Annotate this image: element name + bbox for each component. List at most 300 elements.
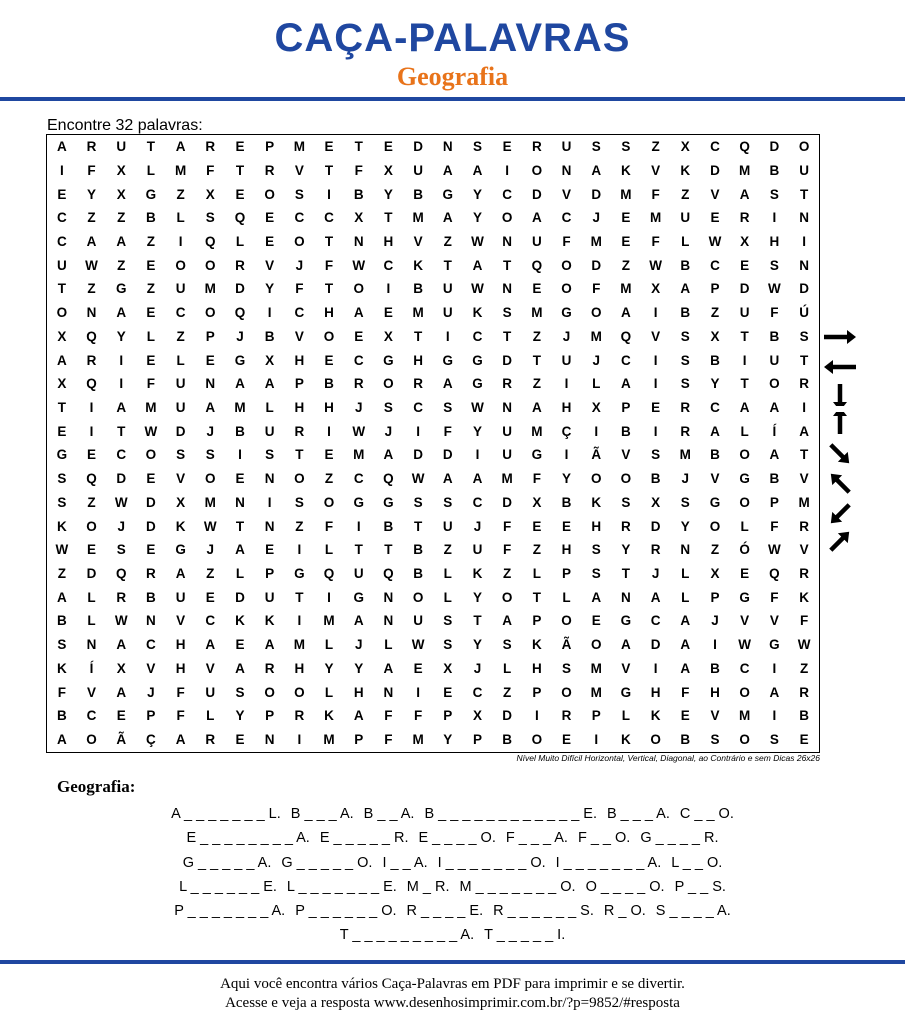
grid-cell[interactable]: X <box>265 352 275 368</box>
grid-cell[interactable]: C <box>353 352 364 368</box>
grid-cell[interactable]: A <box>739 400 750 416</box>
grid-cell[interactable]: E <box>324 352 334 368</box>
grid-cell[interactable]: O <box>590 637 602 653</box>
grid-cell[interactable]: F <box>57 684 66 700</box>
grid-cell[interactable]: Q <box>739 139 750 155</box>
grid-cell[interactable]: M <box>739 162 751 178</box>
grid-cell[interactable]: Y <box>87 186 97 202</box>
grid-cell[interactable]: R <box>205 139 216 155</box>
grid-cell[interactable]: Y <box>621 542 631 558</box>
grid-cell[interactable]: Z <box>87 494 96 510</box>
grid-cell[interactable]: Ç <box>146 732 156 748</box>
grid-cell[interactable]: E <box>354 328 364 344</box>
grid-cell[interactable]: A <box>739 186 750 202</box>
grid-cell[interactable]: I <box>119 352 124 368</box>
grid-cell[interactable]: W <box>85 257 98 273</box>
grid-cell[interactable]: D <box>146 494 156 510</box>
grid-cell[interactable]: S <box>443 613 453 629</box>
grid-cell[interactable]: M <box>590 328 602 344</box>
grid-cell[interactable]: F <box>146 376 156 392</box>
grid-cell[interactable]: F <box>503 542 512 558</box>
grid-cell[interactable]: F <box>443 423 452 439</box>
grid-cell[interactable]: I <box>297 542 302 558</box>
grid-cell[interactable]: P <box>265 708 275 724</box>
grid-cell[interactable]: E <box>324 139 334 155</box>
grid-cell[interactable]: F <box>384 708 393 724</box>
grid-cell[interactable]: R <box>353 376 364 392</box>
grid-cell[interactable]: G <box>353 589 364 605</box>
grid-cell[interactable]: E <box>413 660 423 676</box>
grid-cell[interactable]: C <box>116 447 127 463</box>
grid-cell[interactable]: O <box>264 684 275 700</box>
grid-cell[interactable]: E <box>116 708 126 724</box>
grid-cell[interactable]: B <box>621 423 631 439</box>
grid-cell[interactable]: E <box>205 589 215 605</box>
grid-cell[interactable]: A <box>472 471 483 487</box>
grid-cell[interactable]: H <box>175 637 186 653</box>
grid-cell[interactable]: B <box>769 162 780 178</box>
grid-cell[interactable]: J <box>206 542 215 558</box>
grid-cell[interactable]: I <box>267 494 272 510</box>
grid-cell[interactable]: C <box>472 328 483 344</box>
grid-cell[interactable]: A <box>591 589 602 605</box>
grid-cell[interactable]: A <box>175 732 186 748</box>
grid-cell[interactable]: T <box>532 352 541 368</box>
grid-cell[interactable]: J <box>473 660 482 676</box>
grid-cell[interactable]: W <box>114 494 128 510</box>
grid-cell[interactable]: X <box>651 281 661 297</box>
grid-cell[interactable]: I <box>327 186 331 202</box>
grid-cell[interactable]: R <box>799 518 809 534</box>
grid-cell[interactable]: T <box>57 400 66 416</box>
grid-cell[interactable]: Q <box>115 566 127 582</box>
grid-cell[interactable]: I <box>356 518 361 534</box>
grid-cell[interactable]: E <box>235 186 245 202</box>
grid-cell[interactable]: T <box>413 328 423 344</box>
grid-cell[interactable]: T <box>235 518 245 534</box>
grid-cell[interactable]: V <box>146 660 156 676</box>
grid-cell[interactable]: W <box>411 471 425 487</box>
grid-cell[interactable]: Z <box>681 186 690 202</box>
grid-cell[interactable]: Y <box>472 637 482 653</box>
grid-cell[interactable]: F <box>413 708 423 724</box>
grid-cell[interactable]: O <box>205 257 216 273</box>
grid-cell[interactable]: R <box>146 566 156 582</box>
grid-cell[interactable]: M <box>590 233 602 249</box>
grid-cell[interactable]: L <box>206 708 215 724</box>
grid-cell[interactable]: L <box>681 589 690 605</box>
grid-cell[interactable]: Y <box>472 589 482 605</box>
grid-cell[interactable]: E <box>146 257 156 273</box>
grid-cell[interactable]: I <box>564 447 569 463</box>
grid-cell[interactable]: A <box>116 233 127 249</box>
grid-cell[interactable]: B <box>799 708 809 724</box>
grid-cell[interactable]: E <box>502 139 512 155</box>
grid-cell[interactable]: R <box>621 518 631 534</box>
grid-cell[interactable]: U <box>442 281 453 297</box>
grid-cell[interactable]: G <box>353 494 364 510</box>
grid-cell[interactable]: O <box>709 518 721 534</box>
grid-cell[interactable]: B <box>413 542 423 558</box>
grid-cell[interactable]: U <box>680 210 691 226</box>
grid-cell[interactable]: S <box>57 471 67 487</box>
grid-cell[interactable]: H <box>531 660 542 676</box>
grid-cell[interactable]: O <box>86 518 97 534</box>
grid-cell[interactable]: D <box>650 637 661 653</box>
grid-cell[interactable]: F <box>770 589 779 605</box>
grid-cell[interactable]: X <box>383 162 393 178</box>
grid-cell[interactable]: A <box>353 305 364 321</box>
grid-cell[interactable]: J <box>592 352 600 368</box>
grid-cell[interactable]: F <box>324 257 334 273</box>
grid-cell[interactable]: M <box>620 186 632 202</box>
grid-cell[interactable]: A <box>621 637 631 653</box>
grid-cell[interactable]: N <box>442 139 453 155</box>
grid-cell[interactable]: A <box>502 613 513 629</box>
grid-cell[interactable]: U <box>116 139 127 155</box>
grid-cell[interactable]: Z <box>503 566 512 582</box>
grid-cell[interactable]: I <box>653 660 658 676</box>
grid-cell[interactable]: T <box>295 589 304 605</box>
grid-cell[interactable]: D <box>531 186 542 202</box>
grid-cell[interactable]: S <box>680 328 690 344</box>
grid-cell[interactable]: H <box>324 400 334 416</box>
grid-cell[interactable]: L <box>740 518 749 534</box>
grid-cell[interactable]: W <box>411 637 425 653</box>
grid-cell[interactable]: S <box>799 328 809 344</box>
grid-cell[interactable]: V <box>265 257 275 273</box>
grid-cell[interactable]: S <box>651 447 661 463</box>
grid-cell[interactable]: G <box>620 684 632 700</box>
grid-cell[interactable]: Q <box>769 566 780 582</box>
grid-cell[interactable]: J <box>295 257 304 273</box>
grid-cell[interactable]: S <box>383 400 393 416</box>
grid-cell[interactable]: C <box>739 660 750 676</box>
grid-cell[interactable]: L <box>324 542 334 558</box>
grid-cell[interactable]: N <box>264 471 275 487</box>
grid-cell[interactable]: S <box>591 566 601 582</box>
grid-cell[interactable]: Ú <box>799 305 809 321</box>
grid-cell[interactable]: S <box>710 732 720 748</box>
grid-cell[interactable]: M <box>412 210 424 226</box>
grid-cell[interactable]: Y <box>680 518 690 534</box>
grid-cell[interactable]: W <box>471 233 484 249</box>
grid-cell[interactable]: U <box>175 589 186 605</box>
grid-cell[interactable]: Z <box>443 233 452 249</box>
grid-cell[interactable]: W <box>471 400 484 416</box>
grid-cell[interactable]: I <box>178 233 183 249</box>
grid-cell[interactable]: T <box>799 447 809 463</box>
grid-cell[interactable]: A <box>116 305 127 321</box>
grid-cell[interactable]: P <box>472 732 482 748</box>
grid-cell[interactable]: P <box>710 589 720 605</box>
grid-cell[interactable]: O <box>531 732 543 748</box>
grid-cell[interactable]: T <box>324 281 334 297</box>
grid-cell[interactable]: Z <box>146 233 156 249</box>
grid-cell[interactable]: I <box>416 684 420 700</box>
grid-cell[interactable]: B <box>680 732 691 748</box>
grid-cell[interactable]: G <box>620 613 632 629</box>
grid-cell[interactable]: A <box>116 400 127 416</box>
grid-cell[interactable]: L <box>146 162 156 178</box>
grid-cell[interactable]: R <box>264 162 275 178</box>
grid-cell[interactable]: Z <box>57 566 66 582</box>
grid-cell[interactable]: X <box>740 233 750 249</box>
grid-cell[interactable]: E <box>383 305 393 321</box>
grid-cell[interactable]: S <box>680 352 690 368</box>
grid-cell[interactable]: F <box>651 186 660 202</box>
grid-cell[interactable]: G <box>294 566 305 582</box>
grid-cell[interactable]: B <box>561 494 572 510</box>
grid-cell[interactable]: M <box>620 281 632 297</box>
grid-cell[interactable]: E <box>740 257 750 273</box>
grid-cell[interactable]: Z <box>324 471 334 487</box>
grid-cell[interactable]: M <box>501 471 513 487</box>
grid-cell[interactable]: V <box>710 186 720 202</box>
grid-cell[interactable]: H <box>294 352 305 368</box>
grid-cell[interactable]: G <box>115 281 127 297</box>
grid-cell[interactable]: E <box>443 684 453 700</box>
grid-cell[interactable]: I <box>475 447 480 463</box>
grid-cell[interactable]: G <box>472 352 483 368</box>
grid-cell[interactable]: J <box>711 613 719 629</box>
grid-cell[interactable]: C <box>383 257 394 273</box>
grid-cell[interactable]: V <box>651 162 661 178</box>
grid-cell[interactable]: A <box>116 637 127 653</box>
grid-cell[interactable]: U <box>561 139 572 155</box>
grid-cell[interactable]: T <box>443 257 452 273</box>
grid-cell[interactable]: J <box>236 328 244 344</box>
grid-cell[interactable]: T <box>235 162 245 178</box>
grid-cell[interactable]: U <box>531 233 542 249</box>
grid-cell[interactable]: I <box>119 376 124 392</box>
grid-cell[interactable]: L <box>384 637 393 653</box>
grid-cell[interactable]: M <box>739 708 751 724</box>
grid-cell[interactable]: M <box>649 210 662 226</box>
grid-cell[interactable]: J <box>562 328 571 344</box>
grid-cell[interactable]: L <box>562 589 571 605</box>
grid-cell[interactable]: H <box>650 684 661 700</box>
grid-cell[interactable]: V <box>710 708 720 724</box>
grid-cell[interactable]: I <box>505 162 510 178</box>
grid-cell[interactable]: S <box>591 139 601 155</box>
grid-cell[interactable]: M <box>412 305 424 321</box>
grid-cell[interactable]: V <box>769 613 779 629</box>
grid-cell[interactable]: A <box>235 542 245 558</box>
grid-cell[interactable]: O <box>798 139 810 155</box>
grid-cell[interactable]: C <box>205 613 216 629</box>
grid-cell[interactable]: L <box>176 352 185 368</box>
grid-cell[interactable]: X <box>680 139 690 155</box>
grid-cell[interactable]: A <box>710 423 720 439</box>
grid-cell[interactable]: G <box>472 376 483 392</box>
grid-cell[interactable]: R <box>86 352 97 368</box>
grid-cell[interactable]: M <box>798 494 810 510</box>
grid-cell[interactable]: A <box>56 139 67 155</box>
grid-cell[interactable]: A <box>442 210 453 226</box>
grid-cell[interactable]: B <box>650 471 661 487</box>
grid-cell[interactable]: C <box>353 471 364 487</box>
grid-cell[interactable]: E <box>57 186 67 202</box>
grid-cell[interactable]: S <box>769 257 779 273</box>
grid-cell[interactable]: G <box>531 447 543 463</box>
grid-cell[interactable]: T <box>384 210 393 226</box>
grid-cell[interactable]: N <box>383 684 394 700</box>
grid-cell[interactable]: A <box>621 376 631 392</box>
grid-cell[interactable]: A <box>235 376 245 392</box>
grid-cell[interactable]: N <box>86 305 97 321</box>
grid-cell[interactable]: C <box>621 352 631 368</box>
grid-cell[interactable]: G <box>175 542 186 558</box>
grid-cell[interactable]: T <box>354 542 363 558</box>
grid-cell[interactable]: H <box>383 233 394 249</box>
grid-cell[interactable]: M <box>204 494 216 510</box>
grid-cell[interactable]: D <box>175 423 186 439</box>
grid-cell[interactable]: D <box>739 281 750 297</box>
grid-cell[interactable]: N <box>621 589 631 605</box>
grid-cell[interactable]: X <box>57 376 67 392</box>
grid-cell[interactable]: J <box>592 210 600 226</box>
grid-cell[interactable]: B <box>324 376 334 392</box>
grid-cell[interactable]: H <box>324 305 334 321</box>
grid-cell[interactable]: L <box>532 566 541 582</box>
grid-cell[interactable]: M <box>293 637 305 653</box>
grid-cell[interactable]: G <box>234 352 246 368</box>
grid-cell[interactable]: I <box>267 305 272 321</box>
grid-cell[interactable]: T <box>324 162 334 178</box>
grid-cell[interactable]: R <box>294 423 305 439</box>
grid-cell[interactable]: H <box>413 352 423 368</box>
grid-cell[interactable]: E <box>235 732 245 748</box>
grid-cell[interactable]: S <box>57 494 67 510</box>
grid-cell[interactable]: E <box>562 732 572 748</box>
grid-cell[interactable]: M <box>590 660 602 676</box>
grid-cell[interactable]: I <box>772 708 777 724</box>
grid-cell[interactable]: J <box>681 471 690 487</box>
grid-cell[interactable]: Q <box>620 328 632 344</box>
grid-cell[interactable]: E <box>591 613 601 629</box>
grid-cell[interactable]: T <box>473 613 482 629</box>
grid-cell[interactable]: A <box>353 708 364 724</box>
grid-cell[interactable]: L <box>87 589 96 605</box>
grid-cell[interactable]: V <box>740 613 750 629</box>
grid-cell[interactable]: T <box>799 352 809 368</box>
grid-cell[interactable]: Z <box>651 139 660 155</box>
grid-cell[interactable]: D <box>502 494 513 510</box>
grid-cell[interactable]: L <box>503 660 512 676</box>
grid-cell[interactable]: W <box>352 423 366 439</box>
grid-cell[interactable]: O <box>561 281 572 297</box>
grid-cell[interactable]: R <box>531 139 542 155</box>
grid-cell[interactable]: U <box>175 400 186 416</box>
grid-cell[interactable]: X <box>116 162 126 178</box>
grid-cell[interactable]: H <box>710 684 720 700</box>
grid-cell[interactable]: K <box>472 305 483 321</box>
grid-cell[interactable]: I <box>713 637 717 653</box>
grid-cell[interactable]: K <box>531 637 542 653</box>
grid-cell[interactable]: E <box>383 139 393 155</box>
grid-cell[interactable]: A <box>531 400 542 416</box>
grid-cell[interactable]: S <box>235 684 245 700</box>
grid-cell[interactable]: H <box>294 400 305 416</box>
grid-cell[interactable]: E <box>680 708 690 724</box>
grid-cell[interactable]: E <box>235 139 245 155</box>
grid-cell[interactable]: X <box>57 328 67 344</box>
grid-cell[interactable]: Z <box>710 305 720 321</box>
grid-cell[interactable]: G <box>561 305 572 321</box>
grid-cell[interactable]: F <box>354 162 363 178</box>
grid-cell[interactable]: A <box>442 471 453 487</box>
grid-cell[interactable]: N <box>86 637 97 653</box>
grid-cell[interactable]: B <box>383 518 394 534</box>
grid-cell[interactable]: F <box>176 684 185 700</box>
grid-cell[interactable]: S <box>443 637 453 653</box>
grid-cell[interactable]: D <box>413 447 423 463</box>
grid-cell[interactable]: Z <box>443 542 452 558</box>
grid-cell[interactable]: Y <box>472 210 482 226</box>
grid-cell[interactable]: S <box>413 494 423 510</box>
grid-cell[interactable]: Q <box>86 328 97 344</box>
grid-cell[interactable]: B <box>769 328 780 344</box>
grid-cell[interactable]: E <box>205 352 215 368</box>
grid-cell[interactable]: A <box>86 233 97 249</box>
grid-cell[interactable]: P <box>443 708 453 724</box>
grid-cell[interactable]: H <box>175 660 186 676</box>
grid-cell[interactable]: Ã <box>116 732 127 748</box>
grid-cell[interactable]: G <box>383 494 394 510</box>
grid-cell[interactable]: B <box>680 257 691 273</box>
grid-cell[interactable]: V <box>294 162 304 178</box>
grid-cell[interactable]: K <box>175 518 186 534</box>
grid-cell[interactable]: J <box>384 423 393 439</box>
grid-cell[interactable]: E <box>799 732 809 748</box>
grid-cell[interactable]: F <box>799 613 809 629</box>
grid-cell[interactable]: O <box>739 732 750 748</box>
grid-cell[interactable]: Y <box>472 186 482 202</box>
grid-cell[interactable]: K <box>324 708 334 724</box>
grid-cell[interactable]: W <box>767 542 781 558</box>
grid-cell[interactable]: Q <box>383 566 394 582</box>
grid-cell[interactable]: O <box>561 257 572 273</box>
grid-cell[interactable]: S <box>680 494 690 510</box>
grid-cell[interactable]: I <box>802 400 806 416</box>
grid-cell[interactable]: X <box>116 186 126 202</box>
grid-cell[interactable]: D <box>442 447 453 463</box>
grid-cell[interactable]: I <box>653 305 658 321</box>
grid-cell[interactable]: Y <box>354 660 364 676</box>
grid-cell[interactable]: A <box>175 139 186 155</box>
grid-cell[interactable]: I <box>327 589 331 605</box>
grid-cell[interactable]: L <box>443 566 452 582</box>
grid-cell[interactable]: V <box>562 186 572 202</box>
grid-cell[interactable]: O <box>323 494 335 510</box>
grid-cell[interactable]: X <box>116 660 126 676</box>
grid-cell[interactable]: O <box>205 305 216 321</box>
grid-cell[interactable]: B <box>146 210 156 226</box>
grid-cell[interactable]: B <box>710 352 720 368</box>
grid-cell[interactable]: P <box>562 566 572 582</box>
grid-cell[interactable]: W <box>767 281 781 297</box>
grid-cell[interactable]: A <box>442 376 453 392</box>
grid-cell[interactable]: C <box>472 494 483 510</box>
grid-cell[interactable]: L <box>324 684 334 700</box>
grid-cell[interactable]: A <box>680 660 691 676</box>
grid-cell[interactable]: Q <box>86 471 97 487</box>
grid-cell[interactable]: L <box>621 708 631 724</box>
grid-cell[interactable]: V <box>413 233 423 249</box>
grid-cell[interactable]: V <box>294 328 304 344</box>
grid-cell[interactable]: I <box>327 423 331 439</box>
